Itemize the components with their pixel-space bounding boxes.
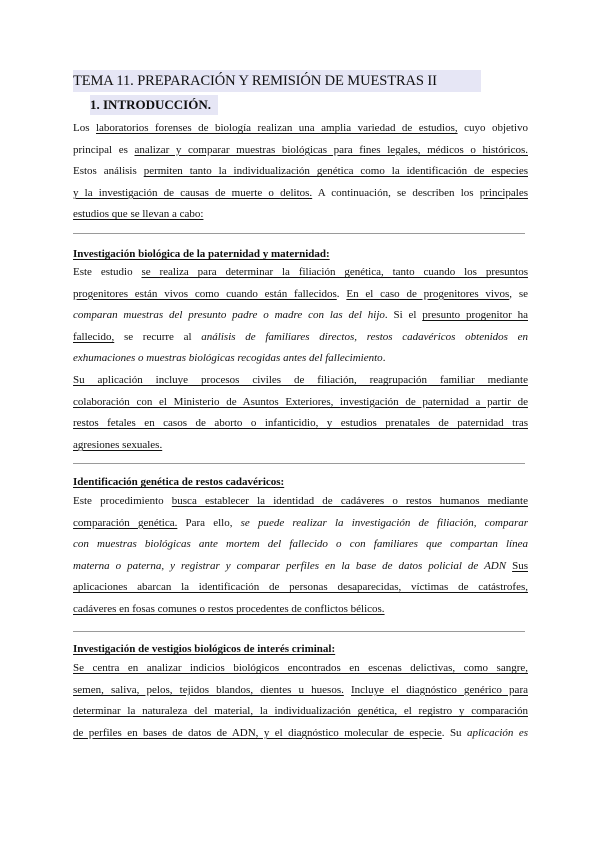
text-line [73, 534, 528, 556]
underlined-text: laboratorios forenses de biología realizan una amplia variedad de estudios, [95, 122, 458, 134]
section-heading [73, 472, 528, 492]
underlined-text: de perfiles en bases de datos de ADN, y el diagnóstico molecular de especie [73, 726, 442, 739]
divider [73, 463, 525, 464]
italic-text: exhumaciones o muestras biológicas recogidas antes del fallecimiento [73, 352, 383, 365]
text-line [73, 262, 528, 284]
italic-text: comparan muestras del presunto padre o madre con las del hijo [73, 309, 385, 322]
underlined-text: comparación genética. [73, 516, 178, 529]
divider [73, 233, 525, 234]
text-run: se recurre al [114, 330, 202, 343]
text-line [73, 284, 528, 306]
text-line [73, 204, 528, 226]
text-run: Estos análisis [73, 165, 144, 178]
text-run: Para ello, [177, 516, 241, 529]
heading-text: Identificación genética de restos cadavéricos: [73, 476, 285, 488]
section-paragraph [73, 658, 528, 744]
underlined-text: Sus [512, 559, 528, 572]
section-paragraph [73, 262, 528, 456]
text-line [73, 413, 528, 435]
italic-text: con muestras biológicas ante mortem del fallecido o con familiares que compartan línea [73, 538, 528, 551]
underlined-text: presunto progenitor ha [422, 309, 528, 322]
italic-text: materna o paterna, y registrar y comparar perfiles en la base de datos policial de ADN [73, 559, 507, 572]
text-run: . Si el [384, 309, 423, 322]
text-line [73, 658, 528, 680]
text-line [73, 513, 528, 535]
text-line [73, 161, 528, 183]
text-run: , se [509, 287, 528, 300]
document-title: TEMA 11. PREPARACIÓN Y REMISIÓN DE MUESTRAS II [73, 70, 481, 92]
underlined-text: restos fetales en casos de aborto o infanticidio, y estudios prenatales de paternidad tras [73, 417, 528, 430]
section-title: 1. INTRODUCCIÓN. [90, 95, 218, 115]
text-line [73, 701, 528, 723]
text-line [73, 118, 528, 140]
text-line [73, 435, 528, 457]
heading-text: Investigación biológica de la paternidad y maternidad: [73, 248, 330, 260]
text-run: . [382, 352, 386, 365]
underlined-text: fallecido, [73, 330, 115, 343]
text-line [73, 327, 528, 349]
italic-text: se puede realizar la investigación de filiación, comparar [240, 516, 528, 529]
underlined-text: colaboración con el Ministerio de Asuntos Exteriores, investigación de paternidad a partir de [73, 395, 528, 408]
text-line [73, 723, 528, 745]
text-line [73, 491, 528, 513]
text-run: Los [73, 122, 96, 134]
text-line [73, 140, 528, 162]
divider [73, 631, 525, 632]
underlined-text: aplicaciones abarcan la identificación de personas desaparecidas, víctimas de catástrofes, [73, 581, 528, 594]
underlined-text: Se centra en analizar indicios biológicos encontrados en escenas delictivas, como sangre, [73, 662, 528, 674]
underlined-text: determinar la naturaleza del material, la individualización genética, el registro y comparación [73, 705, 528, 718]
underlined-text: analizar y comparar muestras biológicas para fines legales, médicos o históricos. [134, 143, 528, 156]
underlined-text: semen, saliva, pelos, tejidos blandos, dientes u huesos. [73, 683, 344, 696]
underlined-text: progenitores están vivos como cuando están fallecidos [73, 287, 337, 300]
text-run: Este procedimiento [73, 495, 172, 507]
underlined-text: Incluye el diagnóstico genérico para [351, 683, 528, 696]
text-line [73, 183, 528, 205]
text-run: principal es [73, 143, 135, 156]
underlined-text: Su aplicación incluye procesos civiles de filiación, reagrupación familiar mediante [73, 373, 528, 386]
text-run: Este estudio [73, 266, 142, 278]
underlined-text: busca establecer la identidad de cadáveres o restos humanos mediante [171, 495, 528, 507]
text-line [73, 680, 528, 702]
section-heading [73, 244, 528, 264]
underlined-text: agresiones sexuales. [73, 438, 163, 451]
underlined-text: principales [479, 186, 528, 199]
underlined-text: estudios que se llevan a cabo: [73, 208, 204, 221]
text-run [344, 684, 351, 696]
section-heading [73, 639, 528, 659]
heading-text: Investigación de vestigios biológicos de interés criminal: [73, 643, 336, 655]
text-line [73, 348, 528, 370]
underlined-text: En el caso de progenitores vivos [346, 287, 510, 300]
text-run: A continuación, se describen los [312, 186, 480, 199]
section-paragraph [73, 491, 528, 621]
text-run: . [336, 287, 347, 300]
text-line [73, 392, 528, 414]
underlined-text: y la investigación de causas de muerte o delitos. [73, 186, 313, 199]
text-run: cuyo objetivo [457, 122, 528, 134]
text-line [73, 370, 528, 392]
underlined-text: se realiza para determinar la filiación genética, tanto cuando los presuntos [141, 266, 528, 278]
underlined-text: permiten tanto la individualización genética como la identificación de especies [143, 165, 528, 178]
underlined-text: cadáveres en fosas comunes o restos procedentes de conflictos bélicos. [73, 602, 385, 615]
italic-text: aplicación es [466, 726, 528, 739]
text-run: . Su [441, 726, 467, 739]
text-line [73, 577, 528, 599]
italic-text: análisis de familiares directos, restos cadavéricos obtenidos en [201, 330, 528, 343]
text-line [73, 305, 528, 327]
intro-paragraph [73, 118, 528, 226]
text-line [73, 556, 528, 578]
text-line [73, 599, 528, 621]
